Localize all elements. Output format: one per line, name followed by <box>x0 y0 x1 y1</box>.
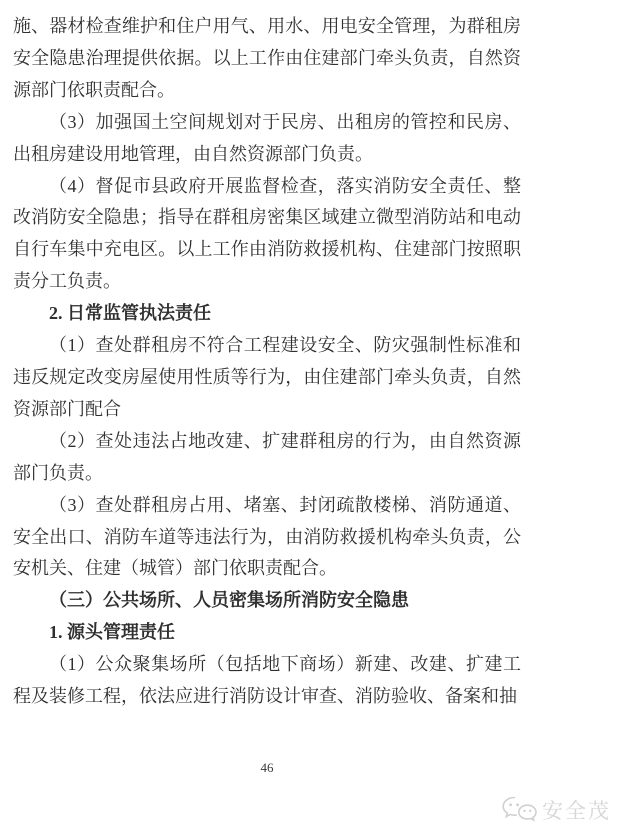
watermark-label: 安全茂 <box>542 800 611 823</box>
body-paragraph: （3）加强国土空间规划对于民房、出租房的管控和民房、出租房建设用地管理，由自然资源部门负责。 <box>13 111 521 164</box>
watermark <box>501 795 611 825</box>
heading-paragraph: 2. 日常监管执法责任 <box>49 303 211 324</box>
body-paragraph: （3）查处群租房占用、堵塞、封闭疏散楼梯、消防通道、安全出口、消防车道等违法行为，由消防救援机构牵头负责，公安机关、住建（城管）部门依职责配合。 <box>13 494 521 579</box>
heading-paragraph: （三）公共场所、人员密集场所消防安全隐患 <box>49 590 409 611</box>
page-number: 46 <box>260 760 274 775</box>
body-paragraph: 施、器材检查维护和住户用气、用水、用电安全管理，为群租房安全隐患治理提供依据。以上工作由住建部门牵头负责，自然资源部门依职责配合。 <box>13 16 521 100</box>
body-paragraph: （1）公众聚集场所（包括地下商场）新建、改建、扩建工程及装修工程，依法应进行消防设计审查、消防验收、备案和抽 <box>13 654 521 707</box>
body-paragraph: （2）查处违法占地改建、扩建群租房的行为，由自然资源部门负责。 <box>13 430 521 483</box>
body-paragraph: （1）查处群租房不符合工程建设安全、防灾强制性标准和违反规定改变房屋使用性质等行为，由住建部门牵头负责，自然资源部门配合 <box>13 335 521 419</box>
wechat-logo-icon <box>501 795 537 825</box>
body-paragraph: （4）督促市县政府开展监督检查，落实消防安全责任、整改消防安全隐患；指导在群租房密集区域建立微型消防站和电动自行车集中充电区。以上工作由消防救援机构、住建部门按照职责分工负责。 <box>13 175 521 292</box>
document-body <box>13 11 521 713</box>
heading-paragraph: 1. 源头管理责任 <box>49 622 175 643</box>
